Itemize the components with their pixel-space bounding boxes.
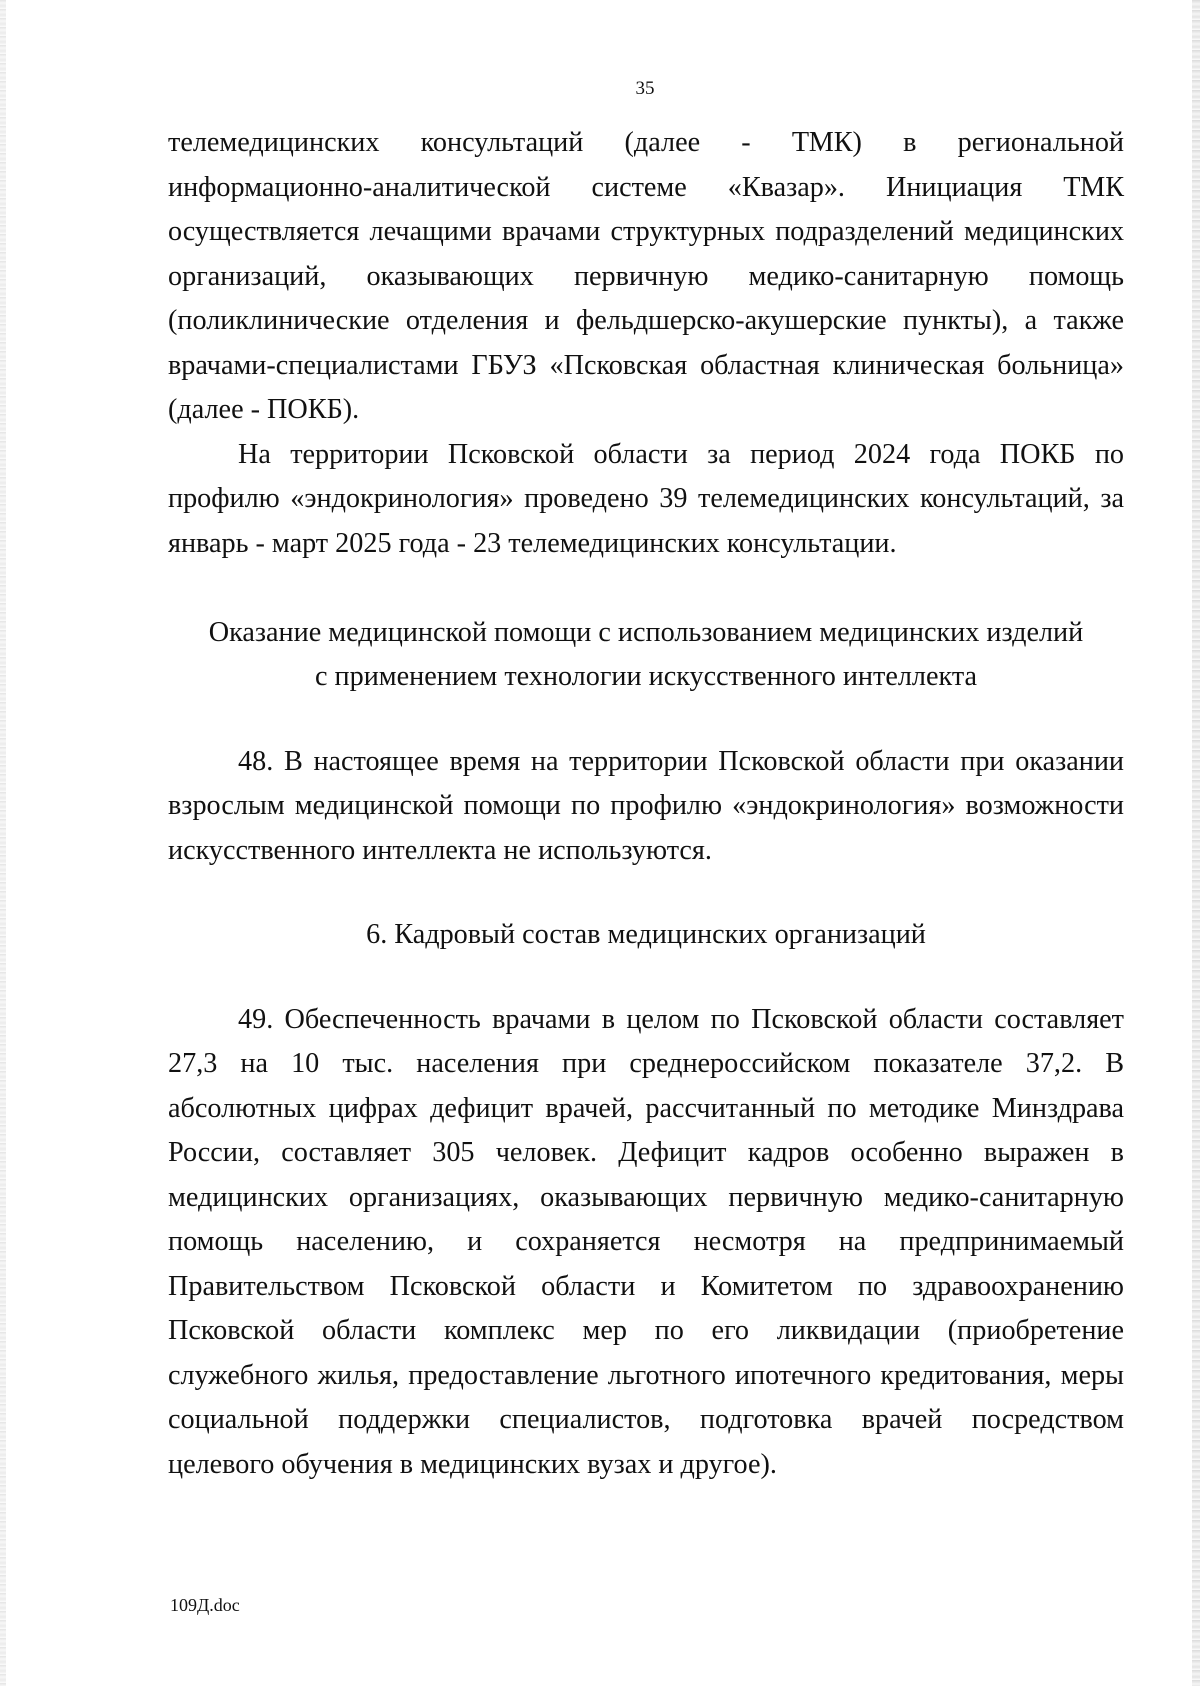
section-heading-staffing: 6. Кадровый состав медицинских организаций — [366, 919, 926, 950]
paragraph-tmk-continuation: телемедицинских консультаций (далее - ТМК) в региональной информационно-аналитической системе «Квазар». Инициация ТМК осуществляется лечащими врачами структурных подразделений медицинских организаций, оказывающих первичную медико-санитарную помощь (поликлинические отделения и фельдшерско-акушерские пункты), а также врачами-специалистами ГБУЗ «Псковская областная клиническая больница» (далее - ПОКБ). — [168, 127, 1124, 425]
section-heading-ai — [168, 611, 1124, 700]
paragraph-49: 49. Обеспеченность врачами в целом по Псковской области составляет 27,3 на 10 тыс. населения при среднероссийском показателе 37,2. В абсолютных цифрах дефицит врачей, рассчитанный по методике Минздрава России, составляет 305 человек. Дефицит кадров особенно выражен в медицинских организациях, оказывающих первичную медико-санитарную помощь населению, и сохраняется несмотря на предпринимаемый Правительством Псковской области и Комитетом по здравоохранению Псковской области комплекс мер по его ликвидации (приобретение служебного жилья, предоставление льготного ипотечного кредитования, меры социальной поддержки специалистов, подготовка врачей посредством целевого обучения в медицинских вузах и другое). — [168, 1003, 1124, 1480]
section-heading-ai-line1: Оказание медицинской помощи с использованием медицинских изделий — [208, 616, 1084, 648]
footer-filename: 109Д.doc — [170, 1595, 240, 1615]
paragraph-48: 48. В настоящее время на территории Псковской области при оказании взрослым медицинской помощи по профилю «эндокринология» возможности искусственного интеллекта не используются. — [168, 745, 1124, 866]
paragraph-telemedicine-stats: На территории Псковской области за период 2024 года ПОКБ по профилю «эндокринология» проведено 39 телемедицинских консультаций, за январь - март 2025 года - 23 телемедицинских консультации. — [168, 438, 1124, 559]
scan-edge-left — [0, 0, 6, 1686]
spacer — [168, 873, 1124, 913]
page-number: 35 — [635, 78, 655, 99]
scan-edge-right — [1192, 0, 1200, 1686]
section-heading-ai-line2: с применением технологии искусственного интеллекта — [314, 661, 977, 692]
spacer — [168, 566, 1124, 611]
document-body — [168, 121, 1124, 1487]
spacer — [168, 700, 1124, 740]
spacer — [168, 958, 1124, 998]
